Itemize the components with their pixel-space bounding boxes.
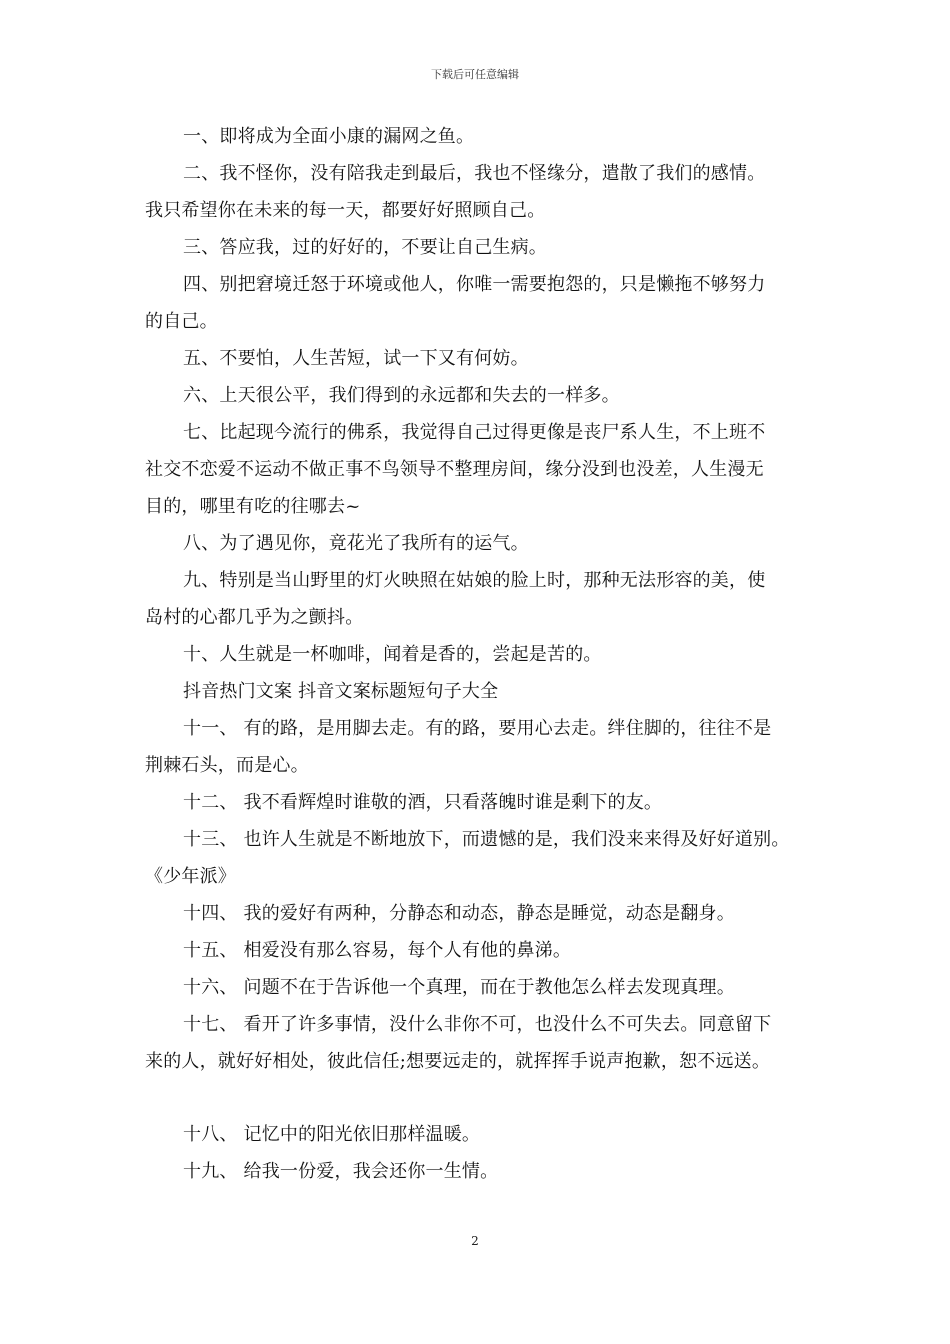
text-line: 六、上天很公平，我们得到的永远都和失去的一样多。	[183, 385, 620, 406]
text-line: 十六、 问题不在于告诉他一个真理，而在于教他怎么样去发现真理。	[183, 977, 735, 998]
text-line: 十三、 也许人生就是不断地放下，而遗憾的是，我们没来来得及好好道别。	[183, 829, 790, 850]
page-number: 2	[471, 1234, 479, 1248]
text-line: 的自己。	[145, 311, 218, 332]
text-line: 十八、 记忆中的阳光依旧那样温暖。	[183, 1124, 481, 1145]
text-line: 三、答应我，过的好好的，不要让自己生病。	[183, 237, 547, 258]
text-line: 二、我不怪你，没有陪我走到最后，我也不怪缘分，遣散了我们的感情。	[183, 163, 766, 184]
text-line: 来的人，就好好相处，彼此信任;想要远走的，就挥挥手说声抱歉，恕不远送。	[145, 1051, 771, 1072]
text-line: 五、不要怕，人生苦短，试一下又有何妨。	[183, 348, 529, 369]
text-line: 岛村的心都几乎为之颤抖。	[145, 607, 364, 628]
text-line: 我只希望你在未来的每一天，都要好好照顾自己。	[145, 200, 546, 221]
text-line: 十七、 看开了许多事情，没什么非你不可，也没什么不可失去。同意留下	[183, 1014, 772, 1035]
text-line: 《少年派》	[145, 866, 236, 887]
text-line: 十、人生就是一杯咖啡，闻着是香的，尝起是苦的。	[183, 644, 602, 665]
text-line: 七、比起现今流行的佛系，我觉得自己过得更像是丧尸系人生，不上班不	[183, 422, 766, 443]
text-line: 十二、 我不看辉煌时谁敬的酒，只看落魄时谁是剩下的友。	[183, 792, 663, 813]
text-line: 目的，哪里有吃的往哪去~	[145, 496, 361, 517]
text-line: 十一、 有的路，是用脚去走。有的路，要用心去走。绊住脚的，往往不是	[183, 718, 772, 739]
page-header: 下载后可任意编辑	[431, 68, 519, 81]
text-line: 十四、 我的爱好有两种，分静态和动态，静态是睡觉，动态是翻身。	[183, 903, 735, 924]
text-line: 十五、 相爱没有那么容易，每个人有他的鼻涕。	[183, 940, 572, 961]
text-line: 四、别把窘境迁怒于环境或他人，你唯一需要抱怨的，只是懒拖不够努力	[183, 274, 766, 295]
text-line: 九、特别是当山野里的灯火映照在姑娘的脸上时，那种无法形容的美，使	[183, 570, 766, 591]
text-line: 八、为了遇见你，竟花光了我所有的运气。	[183, 533, 529, 554]
text-line: 十九、 给我一份爱，我会还你一生情。	[183, 1161, 499, 1182]
document-body	[145, 118, 813, 1190]
text-line: 社交不恋爱不运动不做正事不鸟领导不整理房间，缘分没到也没差，人生漫无	[145, 459, 764, 480]
text-line: 一、即将成为全面小康的漏网之鱼。	[183, 126, 475, 147]
paragraph-gap	[145, 1080, 813, 1116]
text-line: 荆棘石头，而是心。	[145, 755, 309, 776]
text-line: 抖音热门文案 抖音文案标题短句子大全	[183, 681, 499, 702]
